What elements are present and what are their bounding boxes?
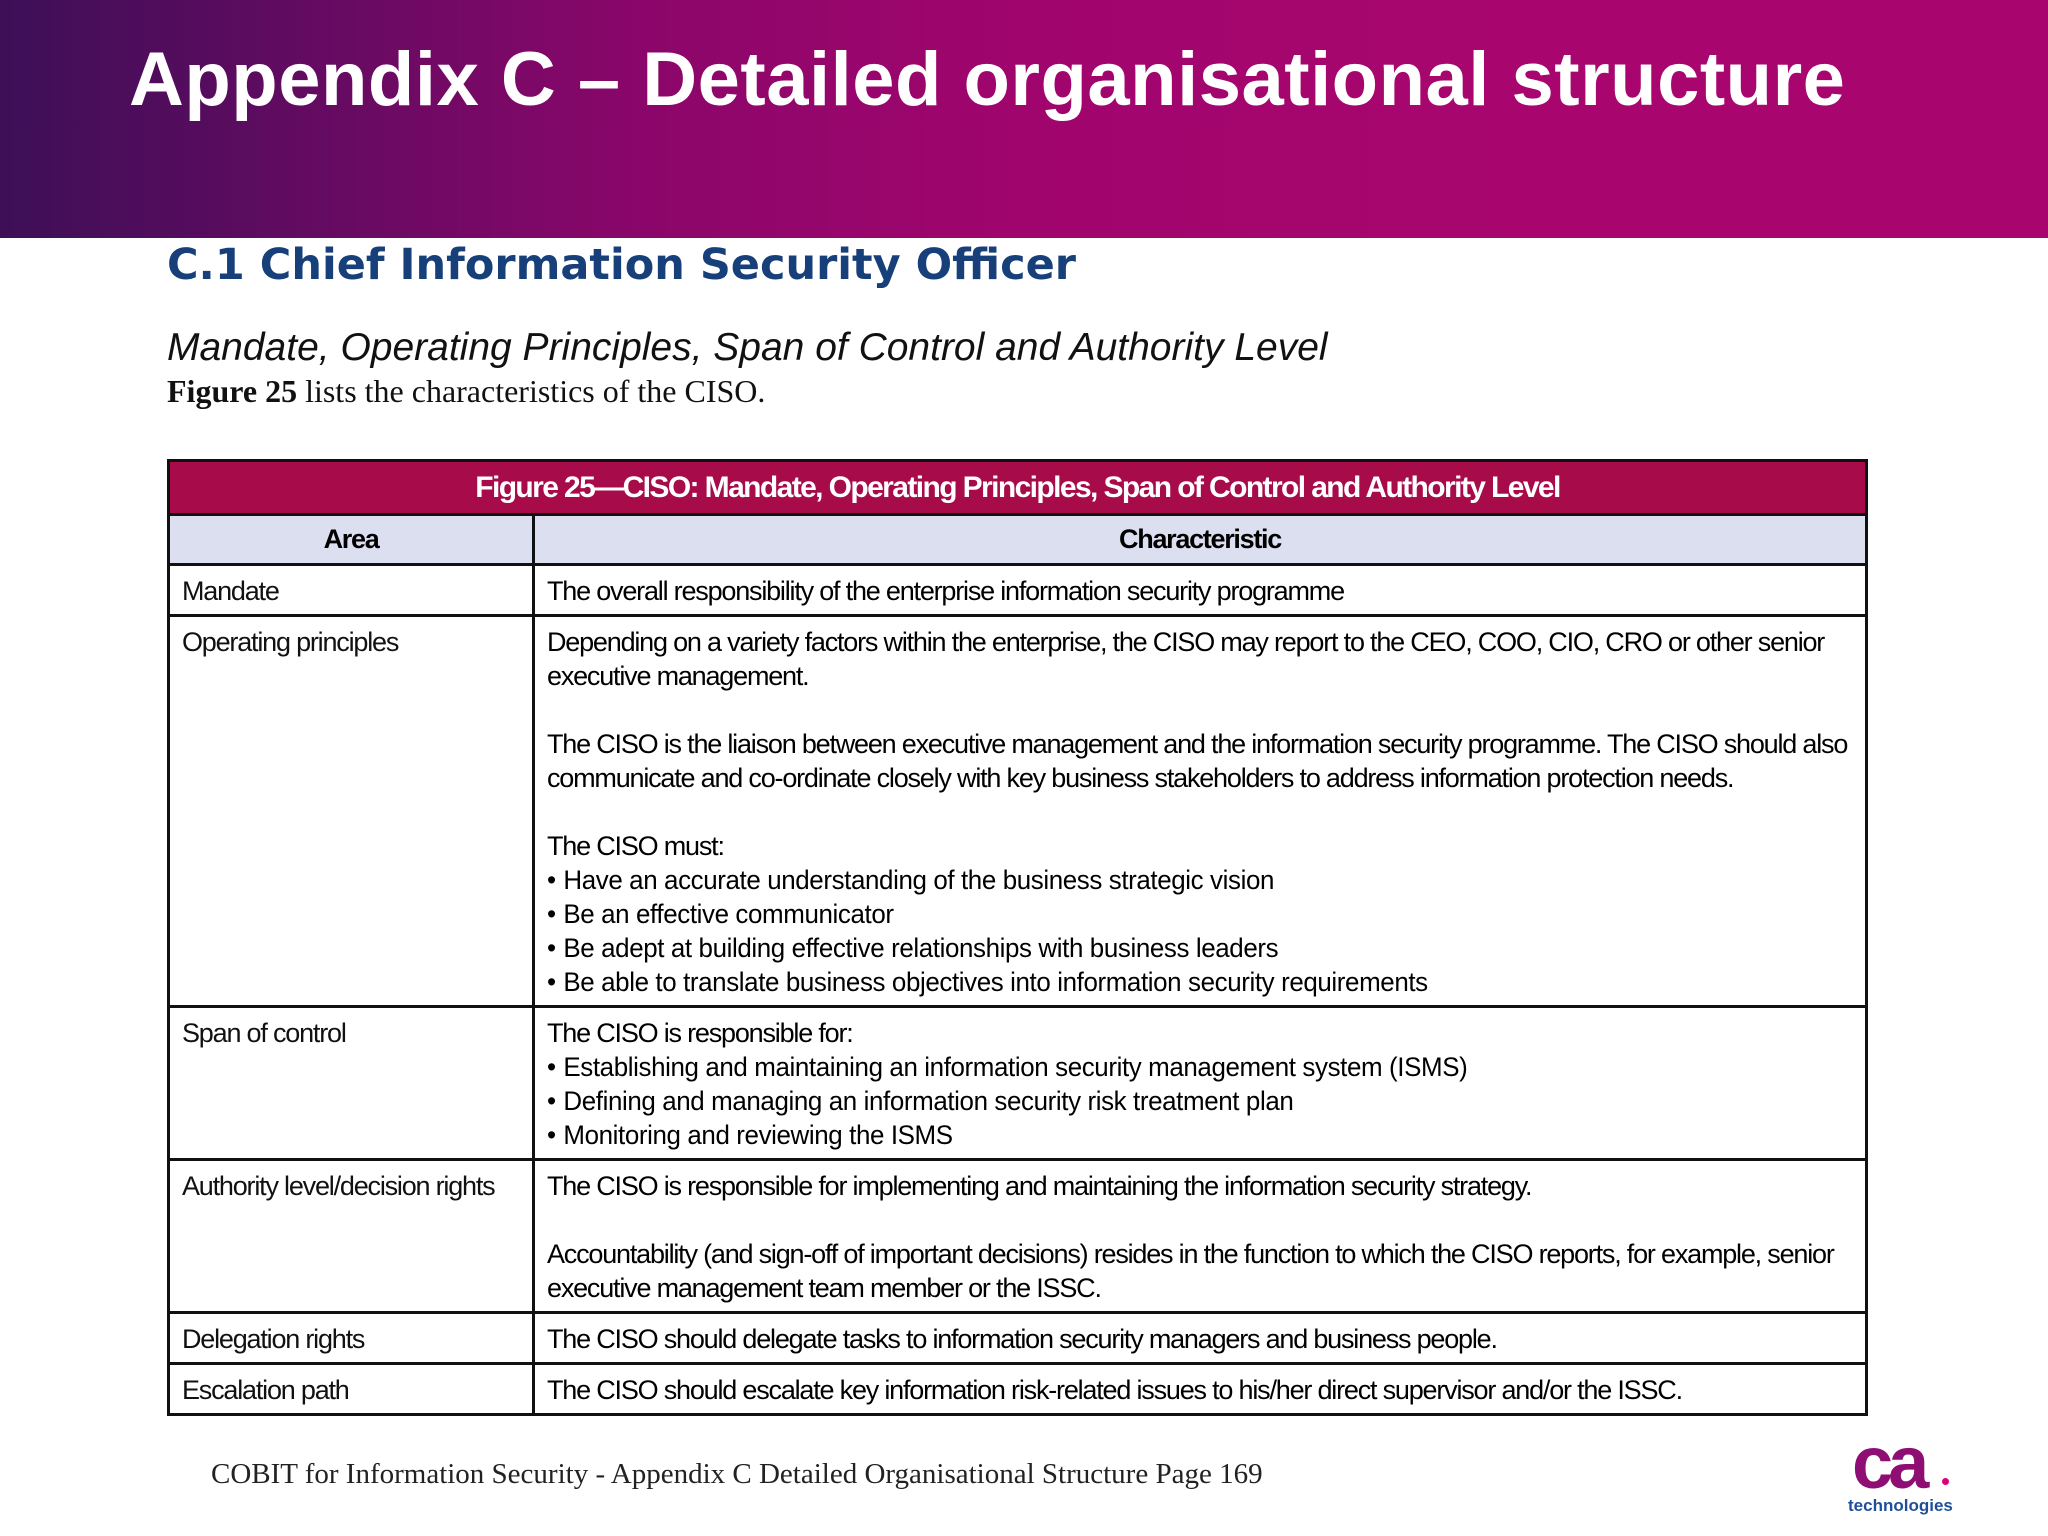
table-row [169,1007,1867,1160]
table-row [169,1160,1867,1313]
table-header-row [169,515,1867,565]
table-caption-row [169,461,1867,515]
section-heading: C.1 Chief Information Security Officer [167,240,1076,290]
row-area-mandate: Mandate [169,565,534,616]
ciso-characteristics-table [167,459,1868,1416]
footer-source: COBIT for Information Security - Appendix C Detailed Organisational Structure Page 169 [211,1458,1263,1490]
table-row [169,1313,1867,1364]
paragraph: The CISO is the liaison between executive management and the information security programme. The CISO should also communicate and co-ordinate closely with key business stakeholders to address information protection needs. [547,729,1848,793]
row-characteristic-mandate: The overall responsibility of the enterprise information security programme [534,565,1867,616]
bullet-list [547,863,1801,999]
row-area-authority-level: Authority level/decision rights [169,1160,534,1313]
row-characteristic-operating-principles [534,616,1867,1007]
row-area-span-of-control: Span of control [169,1007,534,1160]
column-header-characteristic: Characteristic [534,515,1867,565]
logo-mark: ca [1852,1421,1925,1504]
logo-subtext: technologies [1848,1496,1953,1515]
intro-text [167,373,765,410]
list-item: • Establishing and maintaining an information security management system (ISMS) [547,1050,1801,1084]
list-item: • Be adept at building effective relationships with business leaders [547,931,1801,965]
figure-reference: Figure 25 [167,373,298,409]
paragraph: Depending on a variety factors within the enterprise, the CISO may report to the CEO, COO, CIO, CRO or other senior executive management. [547,627,1825,691]
row-area-delegation-rights: Delegation rights [169,1313,534,1364]
subheading: Mandate, Operating Principles, Span of Control and Authority Level [167,326,1328,369]
page-title: Appendix C – Detailed organisational structure [129,37,1846,122]
paragraph: The CISO is responsible for implementing and maintaining the information security strategy. [547,1171,1532,1201]
row-area-escalation-path: Escalation path [169,1364,534,1415]
paragraph: The CISO must: [547,831,724,861]
row-characteristic-delegation-rights: The CISO should delegate tasks to information security managers and business people. [534,1313,1867,1364]
table-row [169,565,1867,616]
paragraph: The CISO is responsible for: [547,1018,853,1048]
table-row [169,1364,1867,1415]
list-item: • Be an effective communicator [547,897,1801,931]
list-item: • Be able to translate business objectives into information security requirements [547,965,1801,999]
column-header-area: Area [169,515,534,565]
row-area-operating-principles: Operating principles [169,616,534,1007]
table-row [169,616,1867,1007]
row-characteristic-span-of-control [534,1007,1867,1160]
intro-rest: lists the characteristics of the CISO. [297,373,766,409]
list-item: • Monitoring and reviewing the ISMS [547,1118,1801,1152]
row-characteristic-escalation-path: The CISO should escalate key information risk-related issues to his/her direct supervisor and/or the ISSC. [534,1364,1867,1415]
logo-dot [1942,1478,1949,1485]
row-characteristic-authority-level [534,1160,1867,1313]
table-caption: Figure 25—CISO: Mandate, Operating Principles, Span of Control and Authority Level [169,461,1867,515]
ca-technologies-logo [1838,1421,1958,1516]
bullet-list [547,1050,1801,1152]
list-item: • Defining and managing an information security risk treatment plan [547,1084,1801,1118]
list-item: • Have an accurate understanding of the business strategic vision [547,863,1801,897]
paragraph: Accountability (and sign-off of important decisions) resides in the function to which the CISO reports, for example, senior executive management team member or the ISSC. [547,1239,1834,1303]
